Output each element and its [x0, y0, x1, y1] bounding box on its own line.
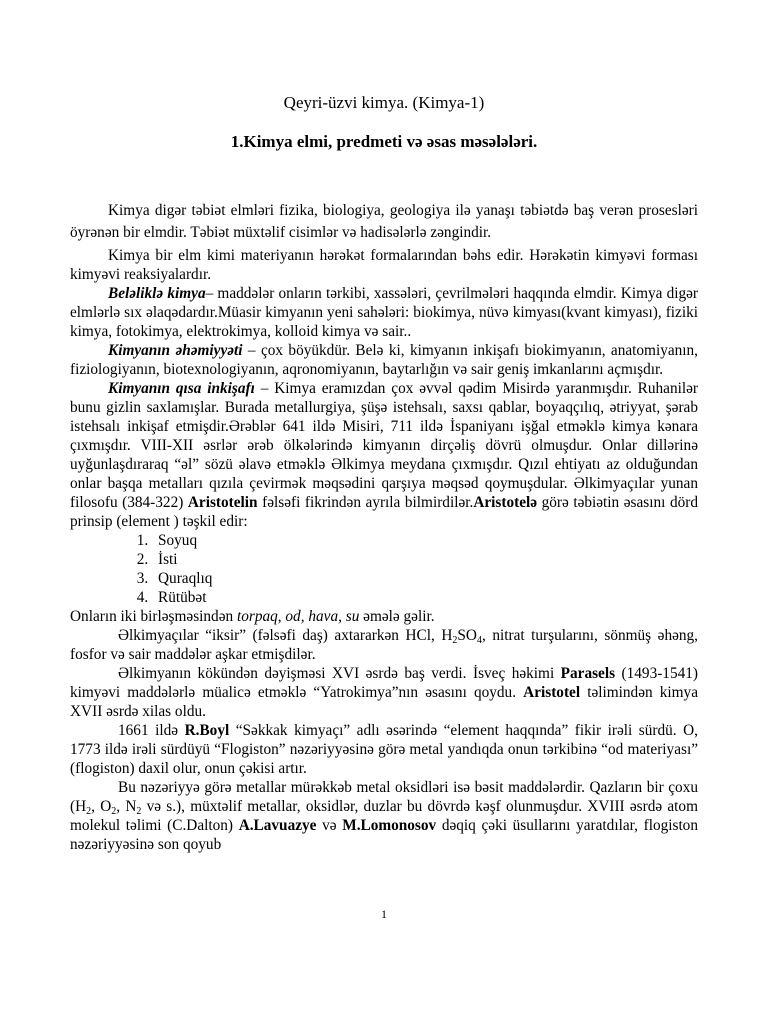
name-lomonosov: M.Lomonosov — [342, 817, 437, 834]
list-item: 2. İsti — [152, 550, 698, 569]
name-lavuazye: A.Lavuazye — [238, 817, 317, 834]
name-parasels: Parasels — [560, 665, 616, 682]
paragraph-boyle: 1661 ildə R.Boyl “Səkkak kimyaçı” adlı əsərində “element haqqında” fikir irəli sürdü. O, 1773 ildə irəli sürdüyü “Flogiston” nəzəriyyəsinə görə metal yandıqda onun tərkibinə “od materiyası” (flogiston) daxil olur, onun çəkisi artır. — [70, 722, 698, 777]
name-aristotel: Aristotel — [523, 684, 581, 701]
paragraph-importance: Kimyanın əhəmiyyəti – çox böyükdür. Belə ki, kimyanın inkişafı biokimyanın, anatomiyanın, fiziologiyanın, biotexnologiyanın, aqronomiyanın, baytarlığın və sair geniş imkanlarını açmışdır. — [70, 342, 699, 378]
list-item: 3. Quraqlıq — [152, 569, 698, 588]
page-number: 1 — [381, 907, 387, 921]
paragraph-phlogiston: Bu nəzəriyyə görə metallar mürəkkəb metal oksidləri isə bəsit maddələrdir. Qazların bir çoxu ($H_2$, $O_2$, $N_2$ və s.), müxtəlif metallar, oksidlər, duzlar bu dövrdə kəşf olunmuşdur. XVIII əsrdə atom molekul təlimi (C.Dalton) A.Lavuazye və M.Lomonosov dəqiq çəki üsullarını yaratdılar, flogiston nəzəriyyəsinə son qoyub — [70, 779, 698, 853]
paragraph-matter: Kimya bir elm kimi materiyanın hərəkət formalarından bəhs edir. Hərəkətin kimyəvi forması kimyəvi reaksiyalardır. — [70, 247, 698, 283]
paragraph-definition: Beləliklə kimya– maddələr onların tərkibi, xassələri, çevrilmələri haqqında elmdir. Kimya digər elmlərlə sıx əlaqədardır.Müasir kimyanın yeni sahələri: biokimya, nüvə kimyası(kvant kimyası), fiziki kimya, fotokimya, elektrokimya, kolloid kimya və sair.. — [70, 285, 698, 340]
paragraph-history: Kimyanın qısa inkişafı – Kimya eramızdan çox əvvəl qədim Misirdə yaranmışdır. Ruhanilər bunu gizlin saxlamışlar. Burada metallurgiya, şüşə istehsalı, saxsı qablar, boyaqçılıq, ətriyyat, şərab istehsalı inkişaf etmişdir.Ərəblər 641 ildə Misiri, 711 ildə İspaniyanı işğal etməklə kimya kənara çıxmışdır. VIII-XII əsrlər ərəb ölkələrində kimyanın dirçəliş dövrü olmuşdur. Onlar dillərinə uyğunlaşdıraraq “əl” sözü əlavə etməklə Əlkimya meydana çıxmışdır. Qızıl ehtiyatı az olduğundan onlar başqa metalları qızıla çevirmək məqsədini qarşıya məqsəd qoymuşdular. Əlkimyaçılar yunan filosofu (384-322) Aristotelin fəlsəfi fikrindən ayrıla bilmirdilər.Aristotelə görə təbiətin əsasını dörd prinsip (element ) təşkil edir: — [70, 380, 698, 530]
section-heading: 1.Kimya elmi, predmeti və əsas məsələləri. — [230, 132, 538, 151]
term-importance: Kimyanın əhəmiyyəti — [108, 342, 243, 359]
term-history: Kimyanın qısa inkişafı — [108, 380, 255, 397]
paragraph-intro: Kimya digər təbiət elmləri fizika, biologiya, geologiya ilə yanaşı təbiətdə baş verən prosesləri öyrənən bir elmdir. Təbiət müxtəlif cisimlər və hadisələrlə zəngindir. — [70, 202, 698, 241]
paragraph-alchemists: Əlkimyaçılar “iksir” (fəlsəfi daş) axtararkən HCl, $H_2SO_4$, nitrat turşularını, sönmüş əhəng, fosfor və sair maddələr aşkar etmişdilər. — [70, 627, 699, 663]
document-title: Qeyri-üzvi kimya. (Kimya-1) — [283, 93, 485, 112]
name-aristotelin: Aristotelin — [187, 494, 258, 511]
principles-list — [70, 531, 698, 607]
term-definition: Beləliklə kimya — [108, 285, 206, 302]
name-aristotele: Aristotelə — [473, 494, 538, 511]
list-item: 1. Soyuq — [152, 531, 698, 550]
paragraph-elements: Onların iki birləşməsindən torpaq, od, hava, su əmələ gəlir. — [70, 608, 435, 625]
name-boyl: R.Boyl — [184, 722, 230, 739]
elements-italic: torpaq, od, hava, su — [236, 608, 360, 625]
list-item: 4. Rütübət — [152, 588, 698, 607]
document-body — [70, 200, 698, 854]
paragraph-paracelsus: Əlkimyanın kökündən dəyişməsi XVI əsrdə baş verdi. İsveç həkimi Parasels (1493-1541) kimyəvi maddələrlə müalicə etməklə “Yatrokimya”nın əsasını qoydu. Aristotel təlimindən kimya XVII əsrdə xilas oldu. — [70, 665, 699, 720]
